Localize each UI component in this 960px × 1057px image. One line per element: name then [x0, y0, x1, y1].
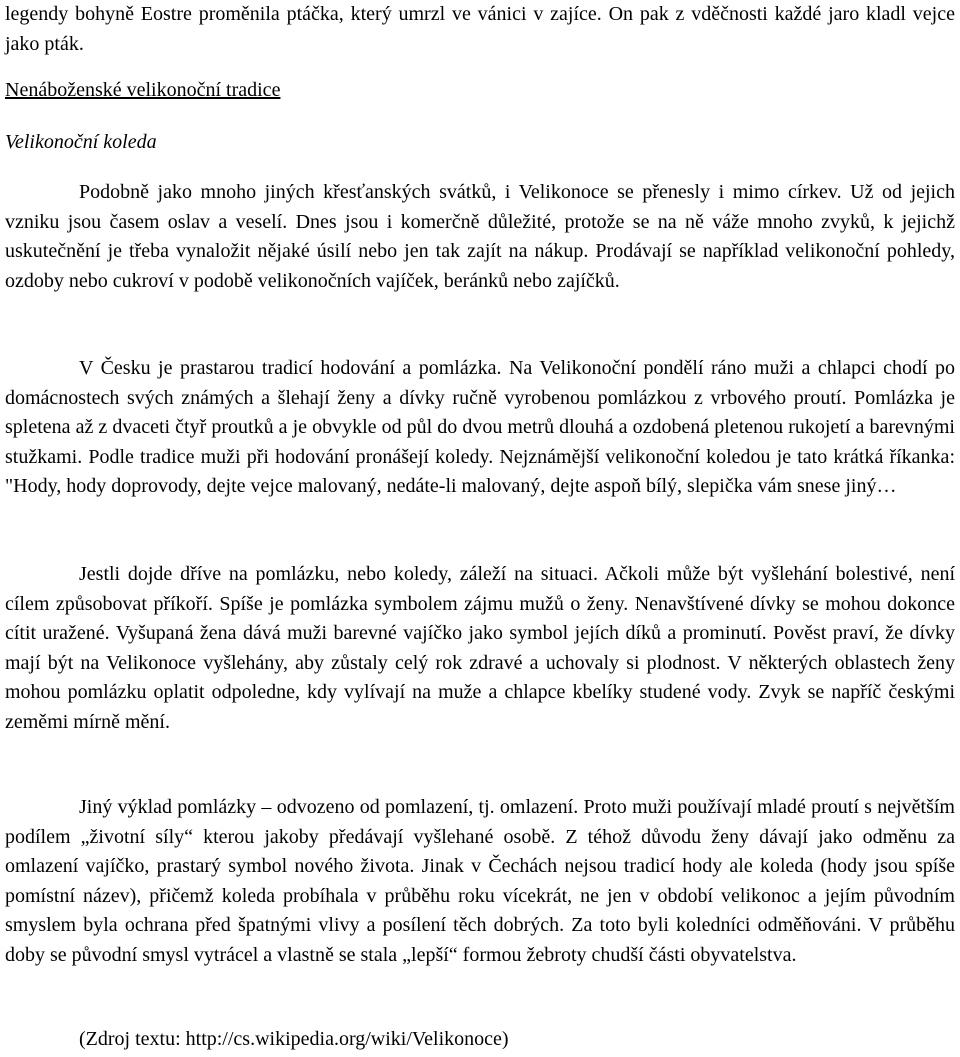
paragraph-1: Podobně jako mnoho jiných křesťanských svátků, i Velikonoce se přenesly i mimo církev. Už od jejich vzniku jsou časem oslav a veselí. Dnes jsou i komerčně důležité, protože se na ně váže mnoho zvyků, k jejichž uskutečnění je třeba vynaložit nějaké úsilí nebo jen tak zajít na nákup. Prodávají se například velikonoční pohledy, ozdoby nebo cukroví v podobě velikonočních vajíček, beránků nebo zajíčků.: [5, 181, 955, 292]
section-heading: Nenáboženské velikonoční tradice: [5, 79, 281, 101]
subheading: Velikonoční koleda: [5, 131, 157, 153]
paragraph-4: Jiný výklad pomlázky – odvozeno od pomlazení, tj. omlazení. Proto muži používají mladé proutí s největším podílem „životní síly“ kterou jakoby předávají vyšlehané osobě. Z téhož důvodu ženy dávají jako odměnu za omlazení vajíčko, prastarý symbol nového života. Jinak v Čechách nejsou tradicí hody ale koleda (hody jsou spíše pomístní název), přičemž koleda probíhala v průběhu roku vícekrát, ne jen v období velikonoc a jejím původním smyslem byla ochrana před špatnými vlivy a posílení těch dobrých. Za toto byli koledníci odměňováni. V průběhu doby se původní smysl vytrácel a vlastně se stala „lepší“ formou žebroty chudší části obyvatelstva.: [5, 796, 955, 966]
intro-continuation: legendy bohyně Eostre proměnila ptáčka, který umrzl ve vánici v zajíce. On pak z vděčnosti každé jaro kladl vejce jako pták.: [5, 3, 955, 55]
source-note: (Zdroj textu: http://cs.wikipedia.org/wiki/Velikonoce): [79, 1028, 509, 1050]
paragraph-3: Jestli dojde dříve na pomlázku, nebo koledy, záleží na situaci. Ačkoli může být vyšlehání bolestivé, není cílem způsobovat příkoří. Spíše je pomlázka symbolem zájmu mužů o ženy. Nenavštívené dívky se mohou dokonce cítit uražené. Vyšupaná žena dává muži barevné vajíčko jako symbol jejích díků a prominutí. Pověst praví, že dívky mají být na Velikonoce vyšlehány, aby zůstaly celý rok zdravé a uchovaly si plodnost. V některých oblastech ženy mohou pomlázku oplatit odpoledne, kdy vylívají na muže a chlapce kbelíky studené vody. Zvyk se napříč českými zeměmi mírně mění.: [5, 563, 955, 733]
paragraph-2: V Česku je prastarou tradicí hodování a pomlázka. Na Velikonoční pondělí ráno muži a chlapci chodí po domácnostech svých známých a šlehají ženy a dívky ručně vyrobenou pomlázkou z vrbového proutí. Pomlázka je spletena až z dvaceti čtyř proutků a je obvykle od půl do dvou metrů dlouhá a ozdobená pletenou rukojetí a barevnými stužkami. Podle tradice muži při hodování pronášejí koledy. Nejznámější velikonoční koledou je tato krátká říkanka: "Hody, hody doprovody, dejte vejce malovaný, nedáte-li malovaný, dejte aspoň bílý, slepička vám snese jiný…: [5, 357, 955, 497]
